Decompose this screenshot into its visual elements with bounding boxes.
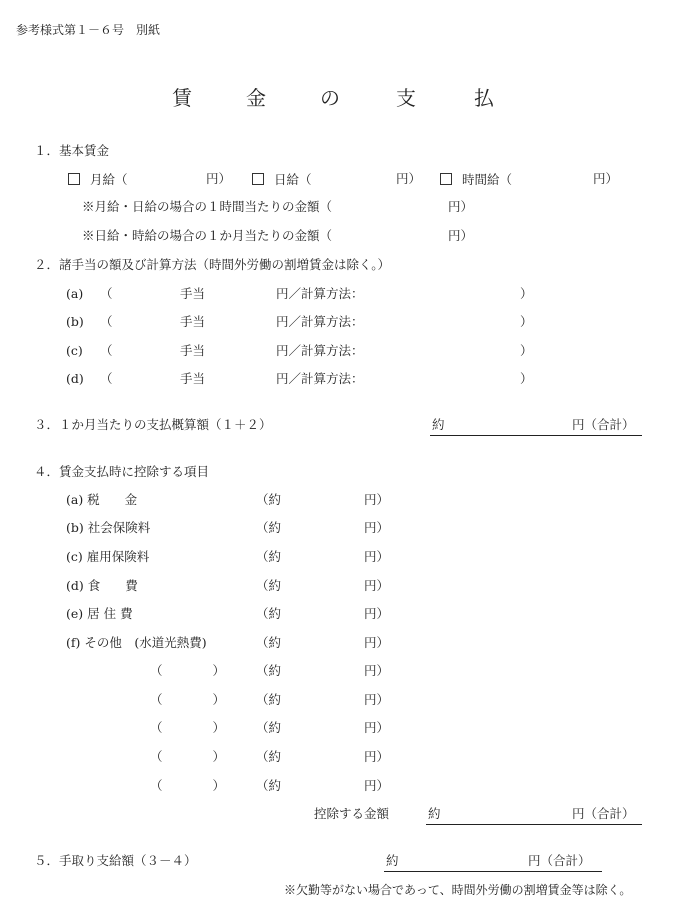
- allowance-close-paren: ）: [520, 343, 533, 358]
- section-5-approx: 約: [386, 853, 399, 868]
- deduction-total-yen: 円（合計）: [572, 806, 635, 821]
- section-5-amount-line: [384, 871, 602, 872]
- monthly-yen: 円）: [206, 171, 232, 186]
- title-char-5: 払: [474, 86, 494, 110]
- allowance-open-paren: （: [100, 286, 113, 301]
- deduction-item-label: （ ）: [150, 692, 226, 707]
- deduction-item-yen: 円）: [364, 778, 390, 793]
- monthly-checkbox[interactable]: [68, 173, 80, 185]
- allowance-close-paren: ）: [520, 371, 533, 386]
- footnote: ※欠勤等がない場合であって、時間外労働の割増賃金等は除く。: [284, 883, 632, 897]
- deduction-item-yen: 円）: [364, 606, 390, 621]
- allowance-name: 手当: [180, 314, 206, 329]
- deduction-item-approx: （約: [256, 606, 282, 621]
- allowance-calc-method: 円／計算方法：: [276, 343, 364, 358]
- deduction-item-approx: （約: [256, 578, 282, 593]
- daily-pay-field: [252, 173, 312, 187]
- deduction-item-label: (a) 税 金: [66, 492, 138, 507]
- section-2-heading: ２．諸手当の額及び計算方法（時間外労働の割増賃金は除く。）: [34, 257, 391, 272]
- section-4-heading: ４．賃金支払時に控除する項目: [34, 464, 210, 479]
- title-char-3: の: [320, 86, 340, 110]
- deduction-item-label: (c) 雇用保険料: [66, 549, 150, 564]
- allowance-row-label: (b): [66, 314, 84, 329]
- deduction-item-yen: 円）: [364, 692, 390, 707]
- deduction-total-label: 控除する金額: [314, 806, 390, 821]
- section-3-amount-line: [430, 435, 642, 436]
- deduction-item-approx: （約: [256, 635, 282, 650]
- allowance-calc-method: 円／計算方法：: [276, 286, 364, 301]
- allowance-row-label: (d): [66, 371, 84, 386]
- hourly-checkbox[interactable]: [440, 173, 452, 185]
- allowance-close-paren: ）: [520, 314, 533, 329]
- daily-checkbox[interactable]: [252, 173, 264, 185]
- daily-yen: 円）: [396, 171, 422, 186]
- allowance-close-paren: ）: [520, 286, 533, 301]
- deduction-item-yen: 円）: [364, 520, 390, 535]
- section-5-yen-total: 円（合計）: [528, 853, 591, 868]
- deduction-item-approx: （約: [256, 692, 282, 707]
- deduction-item-label: （ ）: [150, 663, 226, 678]
- deduction-item-label: （ ）: [150, 720, 226, 735]
- note-monthly-yen: 円）: [448, 228, 474, 243]
- deduction-item-yen: 円）: [364, 720, 390, 735]
- allowance-row-label: (a): [66, 286, 84, 301]
- deduction-item-approx: （約: [256, 749, 282, 764]
- note-monthly-equivalent: ※日給・時給の場合の１か月当たりの金額（: [82, 228, 333, 243]
- deduction-item-approx: （約: [256, 663, 282, 678]
- allowance-open-paren: （: [100, 314, 113, 329]
- title-char-2: 金: [246, 86, 266, 110]
- monthly-label: 月給（: [89, 172, 128, 187]
- section-3-yen-total: 円（合計）: [572, 417, 635, 432]
- allowance-open-paren: （: [100, 371, 113, 386]
- deduction-item-approx: （約: [256, 520, 282, 535]
- deduction-item-label: （ ）: [150, 749, 226, 764]
- allowance-name: 手当: [180, 286, 206, 301]
- deduction-item-approx: （約: [256, 549, 282, 564]
- section-1-heading: １．基本賃金: [34, 143, 110, 158]
- deduction-total-approx: 約: [428, 806, 441, 821]
- section-5-heading: ５．手取り支給額（３－４）: [34, 853, 197, 868]
- deduction-item-label: (b) 社会保険料: [66, 520, 151, 535]
- deduction-item-yen: 円）: [364, 492, 390, 507]
- deduction-item-approx: （約: [256, 720, 282, 735]
- deduction-item-approx: （約: [256, 492, 282, 507]
- deduction-item-approx: （約: [256, 778, 282, 793]
- allowance-calc-method: 円／計算方法：: [276, 314, 364, 329]
- note-hourly-yen: 円）: [448, 199, 474, 214]
- allowance-calc-method: 円／計算方法：: [276, 371, 364, 386]
- deduction-item-yen: 円）: [364, 549, 390, 564]
- daily-label: 日給（: [273, 172, 312, 187]
- form-number: 参考様式第１－６号 別紙: [16, 23, 161, 37]
- hourly-label: 時間給（: [461, 172, 512, 187]
- title-char-1: 賃: [172, 86, 192, 110]
- section-3-approx: 約: [432, 417, 445, 432]
- deduction-item-yen: 円）: [364, 663, 390, 678]
- section-3-heading: ３．１か月当たりの支払概算額（１＋２）: [34, 417, 272, 432]
- allowance-name: 手当: [180, 371, 206, 386]
- deduction-item-label: （ ）: [150, 778, 226, 793]
- deduction-item-yen: 円）: [364, 749, 390, 764]
- monthly-pay-field: [68, 173, 128, 187]
- note-hourly-equivalent: ※月給・日給の場合の１時間当たりの金額（: [82, 199, 333, 214]
- title-char-4: 支: [396, 86, 416, 110]
- deduction-item-label: (f) その他 (水道光熱費): [66, 635, 207, 650]
- hourly-pay-field: [440, 173, 512, 187]
- allowance-open-paren: （: [100, 343, 113, 358]
- hourly-yen: 円）: [593, 171, 619, 186]
- allowance-name: 手当: [180, 343, 206, 358]
- deduction-item-label: (e) 居 住 費: [66, 606, 133, 621]
- allowance-row-label: (c): [66, 343, 83, 358]
- deduction-item-yen: 円）: [364, 635, 390, 650]
- deduction-item-label: (d) 食 費: [66, 578, 138, 593]
- deduction-item-yen: 円）: [364, 578, 390, 593]
- deduction-total-line: [426, 824, 642, 825]
